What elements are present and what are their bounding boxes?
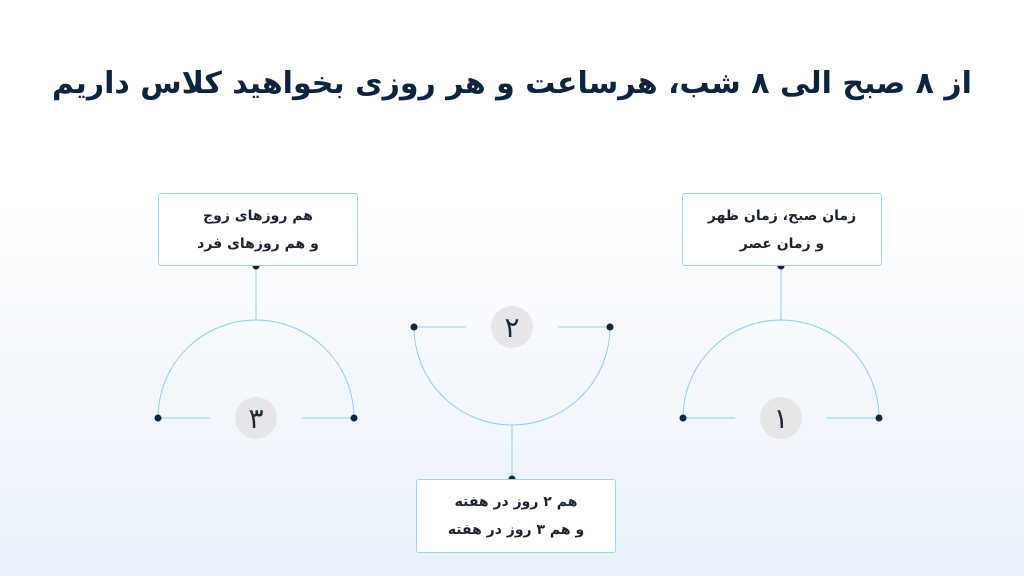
page-title: از ۸ صبح الی ۸ شب، هرساعت و هر روزی بخواهید کلاس داریم <box>52 66 972 101</box>
item-3-textbox <box>158 193 358 266</box>
item-2-connector <box>414 327 610 479</box>
item-1-connector <box>683 266 879 418</box>
item-2-left-dot <box>411 324 418 331</box>
item-2-line2: و هم ۳ روز در هفته <box>447 522 585 538</box>
item-2-right-dot <box>607 324 614 331</box>
item-1-line2: و زمان عصر <box>739 235 825 252</box>
item-1-number-badge: ۱ <box>760 397 802 439</box>
item-1-left-dot <box>680 415 687 422</box>
item-3-line2: و هم روزهای فرد <box>197 235 319 252</box>
item-2-number-badge: ۲ <box>491 306 533 348</box>
item-3-right-dot <box>351 415 358 422</box>
item-1-line1: زمان صبح، زمان ظهر <box>707 207 857 224</box>
item-3-line1: هم روزهای زوج <box>203 207 313 224</box>
item-1-right-dot <box>876 415 883 422</box>
item-3-number-badge: ۳ <box>235 397 277 439</box>
item-1-textbox <box>682 193 882 266</box>
item-3-left-dot <box>155 415 162 422</box>
item-3-connector <box>158 266 354 418</box>
item-2-line1: هم ۲ روز در هفته <box>454 494 578 510</box>
item-2-textbox <box>416 479 616 553</box>
